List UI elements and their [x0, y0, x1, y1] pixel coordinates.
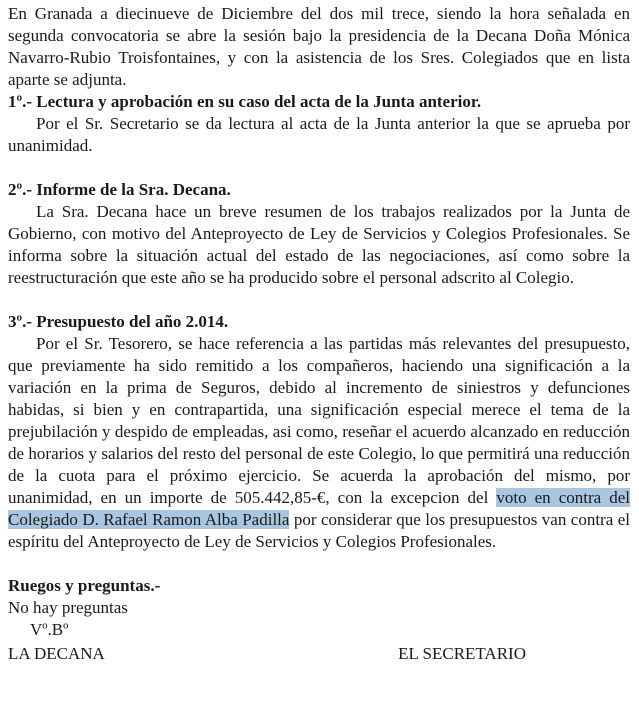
signature-row [8, 643, 630, 665]
document-body [8, 3, 630, 665]
section-heading [8, 91, 630, 113]
text-segment: 2º.- Informe de la Sra. Decana. [8, 180, 231, 199]
text-segment: Por el Sr. Secretario se da lectura al acta de la Junta anterior la que se aprueba por unanimidad. [8, 114, 630, 155]
paragraph [8, 113, 630, 157]
text-segment: Ruegos y preguntas.- [8, 576, 161, 595]
text-segment: por considerar que los presupuestos van contra el espíritu del Anteproyecto de Ley de Servicios y Colegios Profesionales. [8, 510, 630, 551]
paragraph [8, 3, 630, 91]
text-segment: 1º.- Lectura y aprobación en su caso del acta de la Junta anterior. [8, 92, 482, 111]
section-heading [8, 575, 630, 597]
paragraph [8, 619, 630, 641]
text-segment: No hay preguntas [8, 598, 128, 617]
highlighted-text: voto en contra del Colegiado D. Rafael Ramon Alba Padilla [8, 488, 630, 529]
text-segment: La Sra. Decana hace un breve resumen de los trabajos realizados por la Junta de Gobierno, con motivo del Anteproyecto de Ley de Servicios y Colegios Profesionales. Se informa sobre la situación actual del estado de las negociaciones, así como sobre la reestructuración que este año se ha producido sobre el personal adscrito al Colegio. [8, 202, 630, 287]
text-segment: En Granada a diecinueve de Diciembre del dos mil trece, siendo la hora señalada en segunda convocatoria se abre la sesión bajo la presidencia de la Decana Doña Mónica Navarro-Rubio Troisfontaines, y con la asistencia de los Sres. Colegiados que en lista aparte se adjunta. [8, 4, 630, 89]
signature-right-label: EL SECRETARIO [398, 644, 526, 663]
section-heading [8, 179, 630, 201]
paragraph [8, 201, 630, 289]
paragraph [8, 597, 630, 619]
paragraph [8, 333, 630, 553]
text-segment: 3º.- Presupuesto del año 2.014. [8, 312, 229, 331]
blank-line [8, 157, 630, 179]
section-heading [8, 311, 630, 333]
blank-line [8, 553, 630, 575]
text-segment: Vº.Bº [30, 620, 69, 639]
blank-line [8, 289, 630, 311]
signature-left-label: LA DECANA [8, 644, 105, 663]
text-segment: Por el Sr. Tesorero, se hace referencia a las partidas más relevantes del presupuesto, que previamente ha sido remitido a los compañeros, haciendo una significación a la variación en la prima de Seguros, debido al incremento de siniestros y defunciones habidas, si bien y en contrapartida, una significación especial merece el tema de la prejubilación y despido de empleadas, asi como, reseñar el acuerdo alcanzado en reducción de horarios y salarios del resto del personal de este Colegio, lo que permitirá una reducción de la cuota para el próximo ejercicio. Se acuerda la aprobación del mismo, por unanimidad, en un importe de 505.442,85-€, con la excepcion del [8, 334, 630, 507]
